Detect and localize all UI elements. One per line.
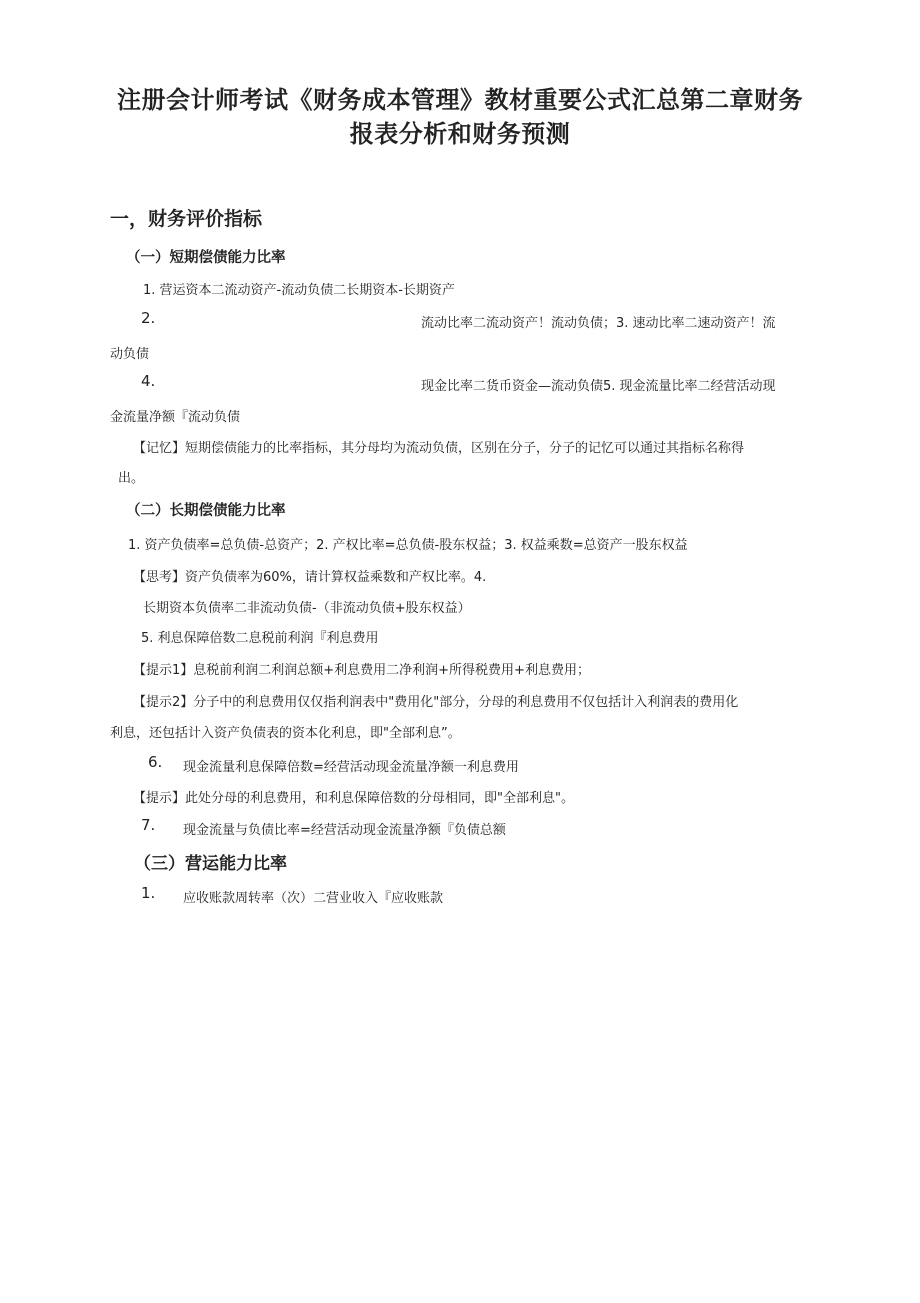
memo-note-line2: 出。 (118, 471, 145, 486)
tip-note-2-line1: 【提示2】分子中的利息费用仅仅指利润表中"费用化"部分，分母的利息费用不仅包括计入利润表的费用化 (133, 695, 739, 710)
tip-note-1: 【提示1】息税前利润二利润总额+利息费用二净利润+所得税费用+利息费用； (133, 663, 590, 678)
item-number-4: 4. (141, 372, 156, 390)
item-number-2: 2. (141, 309, 156, 327)
item-number-1-operating: 1. (141, 884, 156, 902)
subsection-heading-long-term: （二）长期偿债能力比率 (126, 503, 286, 519)
formula-current-ratio: 流动比率二流动资产！流动负债；3. 速动比率二速动资产！流 (421, 316, 776, 331)
formula-receivables-turnover: 应收账款周转率（次）二营业收入『应收账款 (183, 891, 444, 906)
formula-cash-debt-ratio: 现金流量与负债比率=经营活动现金流量净额『负债总额 (183, 823, 506, 838)
section-heading-1: 一，财务评价指标 (110, 208, 263, 230)
tip-note-2-line2: 利息，还包括计入资产负债表的资本化利息，即"全部利息”。 (110, 726, 461, 741)
formula-debt-ratios: 1. 资产负债率=总负债-总资产；2. 产权比率=总负债-股东权益；3. 权益乘数=总资产一股东权益 (128, 538, 688, 553)
formula-cash-ratio: 现金比率二货币资金—流动负债5. 现金流量比率二经营活动现 (421, 379, 776, 394)
formula-long-term-debt-ratio: 长期资本负债率二非流动负债-（非流动负债+股东权益） (143, 601, 471, 616)
formula-interest-coverage: 5. 利息保障倍数二息税前利润『利息费用 (141, 631, 379, 646)
tip-note-3: 【提示】此处分母的利息费用，和利息保障倍数的分母相同，即"全部利息"。 (133, 791, 574, 806)
doc-title-line2: 报表分析和财务预测 (349, 120, 571, 148)
memo-note-line1: 【记忆】短期偿债能力的比率指标，其分母均为流动负债，区别在分子，分子的记忆可以通过其指标名称得 (133, 441, 745, 456)
item-number-6: 6. (148, 753, 163, 771)
think-note: 【思考】资产负债率为60%，请计算权益乘数和产权比率。4. (133, 570, 487, 585)
formula-working-capital: 1. 营运资本二流动资产-流动负债二长期资本-长期资产 (143, 283, 455, 298)
formula-cash-ratio-cont: 金流量净额『流动负债 (110, 410, 241, 425)
formula-cash-interest-coverage: 现金流量利息保障倍数=经营活动现金流量净额一利息费用 (183, 760, 519, 775)
subsection-heading-operating: （三）营运能力比率 (134, 854, 287, 874)
subsection-heading-short-term: （一）短期偿债能力比率 (126, 250, 286, 266)
item-number-7: 7. (141, 816, 156, 834)
formula-current-ratio-cont: 动负债 (110, 347, 150, 362)
doc-title-line1: 注册会计师考试《财务成本管理》教材重要公式汇总第二章财务 (117, 86, 803, 114)
